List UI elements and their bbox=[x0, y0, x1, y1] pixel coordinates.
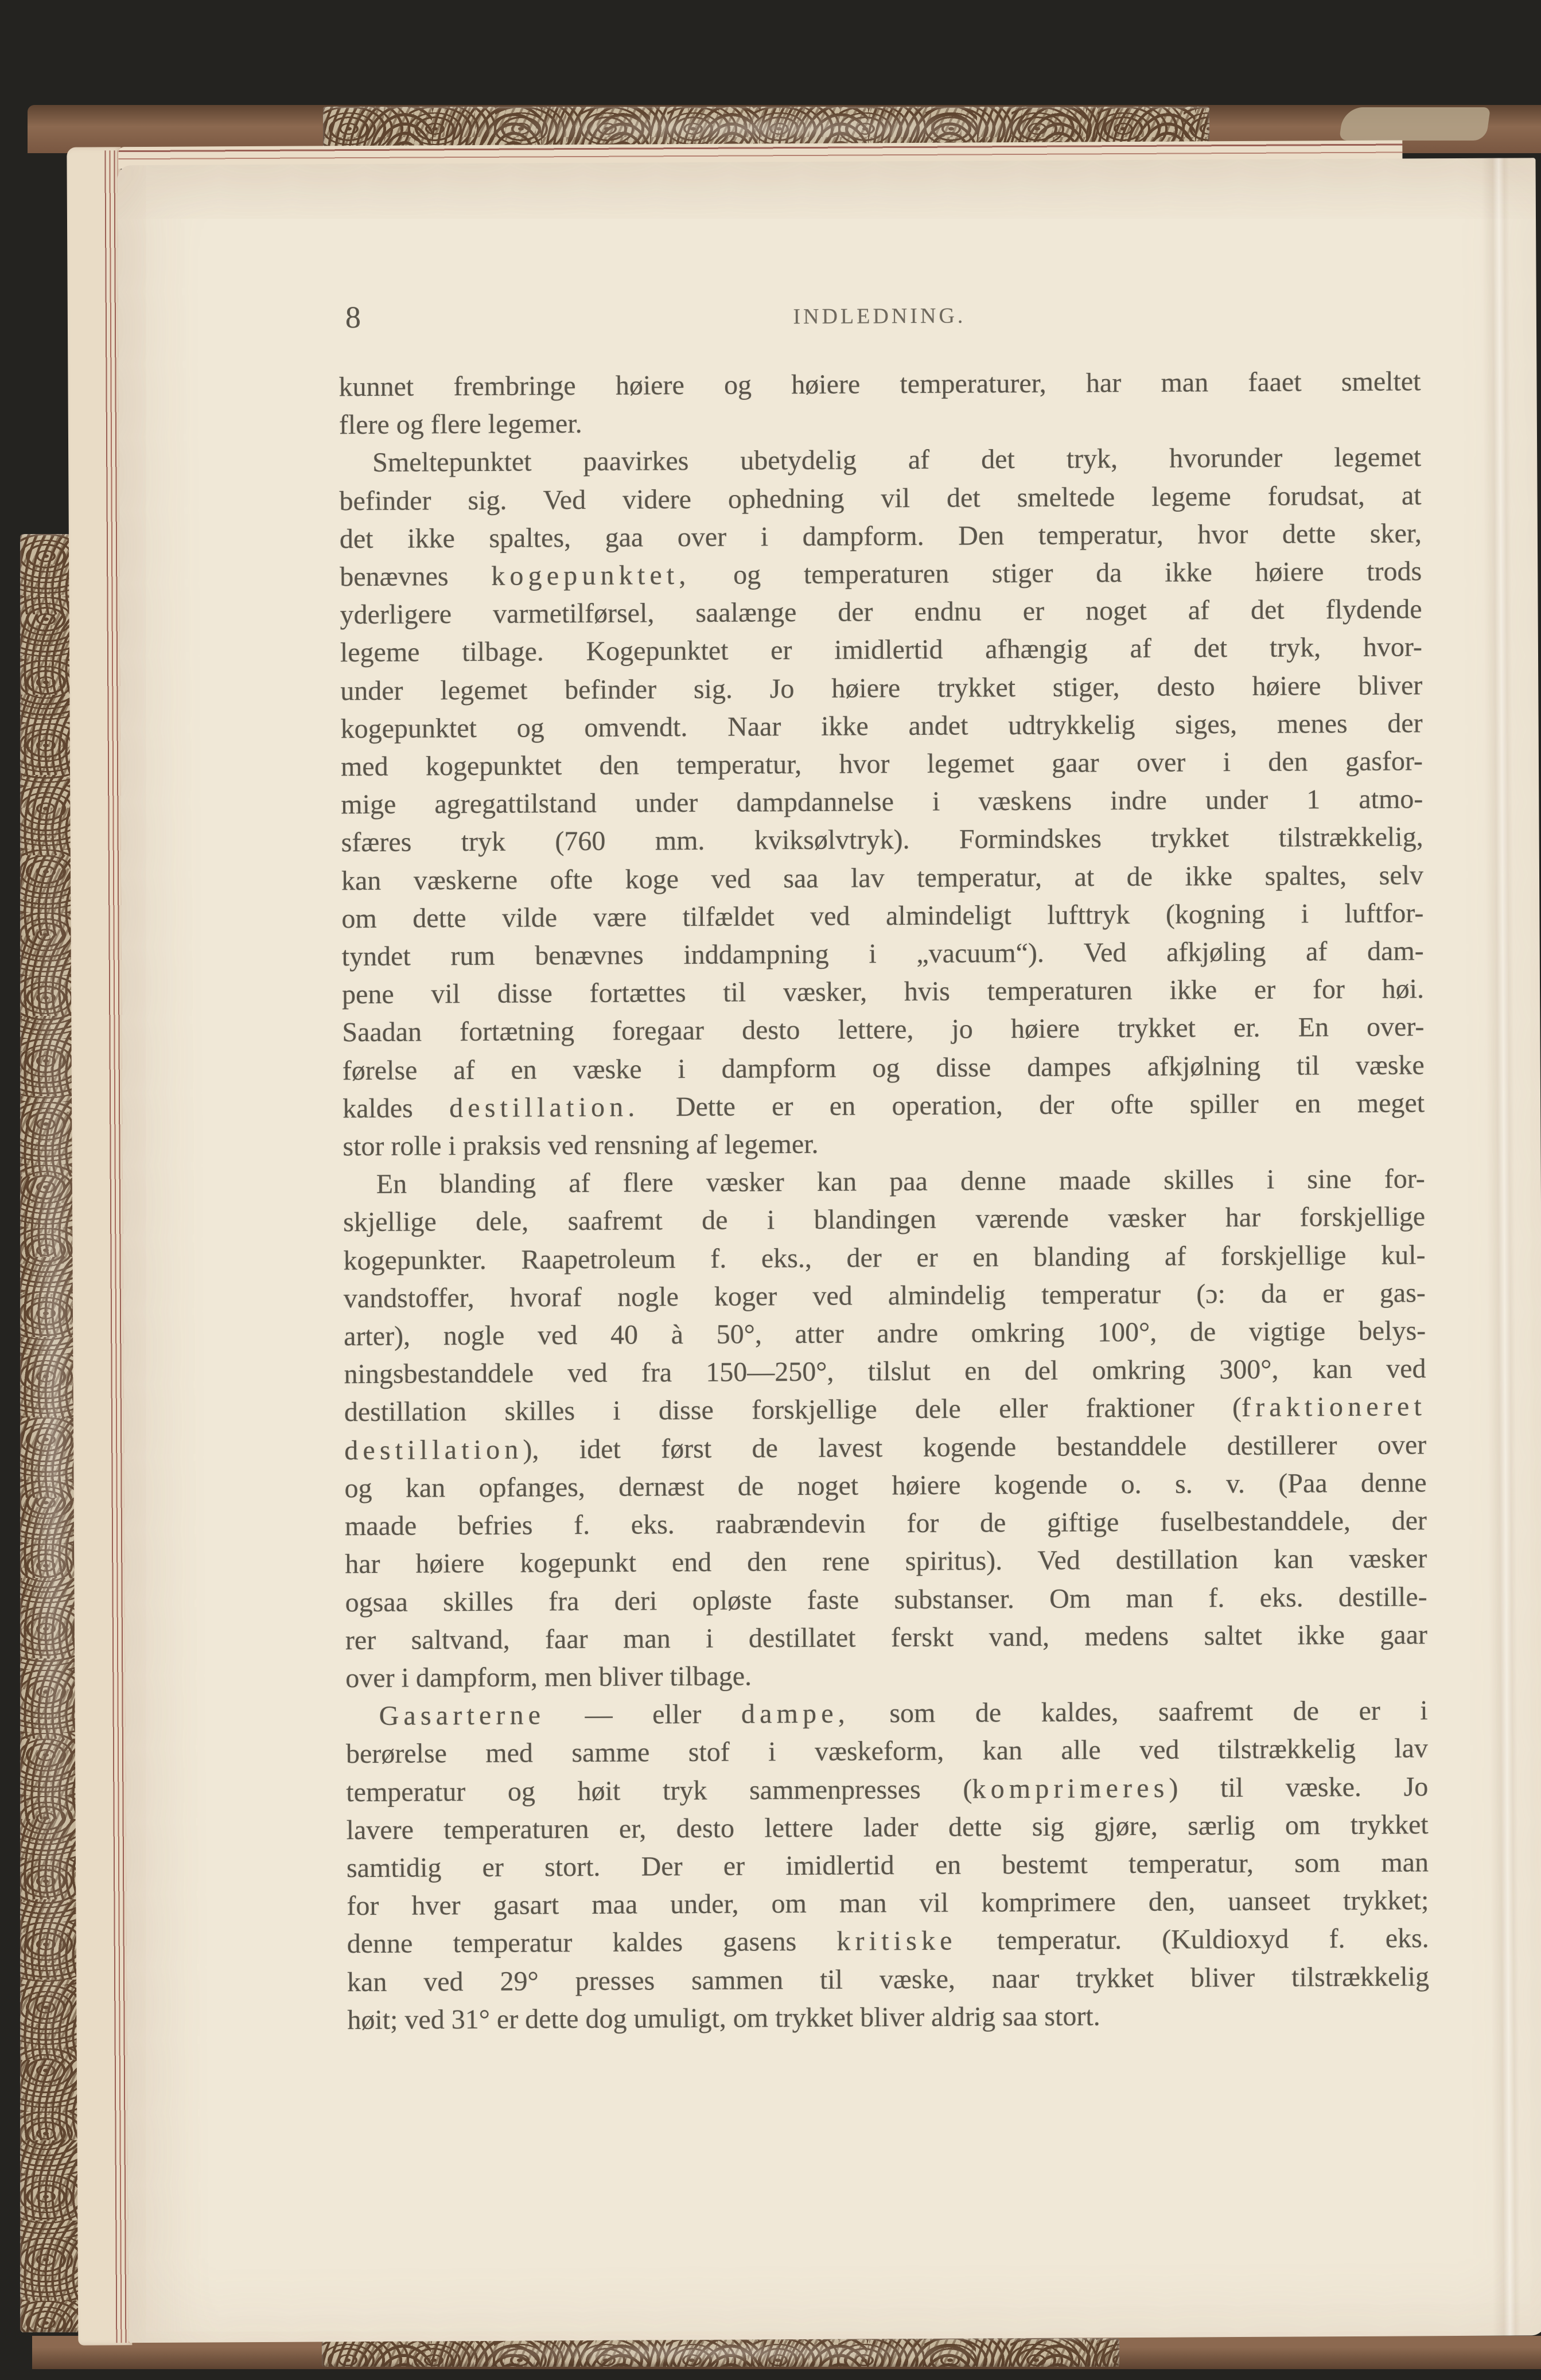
text-segment: under legemet befinder sig. Jo høiere trykket stiger, desto høiere bliver bbox=[340, 669, 1423, 706]
text-line bbox=[344, 1426, 1426, 1470]
text-segment: har høiere kogepunkt end den rene spiritus). Ved destillation kan væsker bbox=[345, 1543, 1427, 1580]
text-line bbox=[341, 819, 1423, 862]
text-segment: om dette vilde være tilfældet ved almindeligt lufttryk (kogning i luftfor- bbox=[341, 898, 1424, 934]
text-segment: benævnes bbox=[340, 560, 492, 593]
text-segment: kunnet frembringe høiere og høiere temperaturer, har man faaet smeltet bbox=[338, 366, 1421, 403]
text-line bbox=[340, 629, 1422, 672]
text-line bbox=[347, 1958, 1429, 2001]
text-segment: ) til væske. Jo bbox=[1169, 1771, 1429, 1803]
text-segment: En blanding af flere væsker kan paa denne maade skilles i sine for- bbox=[376, 1163, 1425, 1200]
text-segment: og temperaturen stiger da ikke høiere trods bbox=[690, 556, 1422, 591]
text-line bbox=[340, 667, 1422, 710]
text-segment: kogepunktet og omvendt. Naar ikke andet udtrykkelig siges, menes der bbox=[340, 708, 1423, 745]
letterspaced-term: destillation. bbox=[449, 1092, 640, 1124]
text-segment: Smeltepunktet paavirkes ubetydelig af det tryk, hvorunder legemet bbox=[372, 442, 1422, 478]
page-number: 8 bbox=[345, 300, 361, 335]
text-segment: Saadan fortætning foregaar desto lettere, jo høiere trykket er. En over- bbox=[342, 1011, 1425, 1048]
text-segment: lavere temperaturen er, desto lettere lader dette sig gjøre, særlig om trykket bbox=[346, 1809, 1429, 1845]
text-segment: maade befries f. eks. raabrændevin for de giftige fuselbestanddele, der bbox=[344, 1505, 1427, 1542]
running-header: INDLEDNING. bbox=[793, 303, 966, 329]
text-segment: stor rolle i praksis ved rensning af legemer. bbox=[343, 1128, 819, 1162]
text-line bbox=[345, 1616, 1427, 1660]
text-segment: og kan opfanges, dernæst de noget høiere kogende o. s. v. (Paa denne bbox=[344, 1467, 1427, 1504]
text-line bbox=[347, 1806, 1429, 1849]
letterspaced-term: Gasarterne bbox=[379, 1700, 546, 1731]
text-segment: berørelse med samme stof i væskeform, kan alle ved tilstrækkelig lav bbox=[345, 1733, 1429, 1770]
text-line bbox=[343, 1084, 1425, 1128]
letterspaced-term: komprimeres bbox=[972, 1773, 1169, 1804]
text-line bbox=[344, 1464, 1426, 1508]
text-line bbox=[346, 1730, 1428, 1774]
text-line bbox=[342, 932, 1424, 976]
letterspaced-term: kogepunktet, bbox=[491, 560, 691, 591]
text-line bbox=[341, 894, 1423, 938]
text-segment: skjellige dele, saafremt de i blandingen værende væsker har forskjellige bbox=[343, 1201, 1426, 1238]
text-segment: ogsaa skilles fra deri opløste faste substanser. Om man f. eks. destille- bbox=[345, 1581, 1427, 1618]
text-segment: sfæres tryk (760 mm. kviksølvtryk). Formindskes trykket tilstrækkelig, bbox=[341, 821, 1423, 858]
text-line bbox=[339, 401, 1421, 445]
text-line bbox=[340, 515, 1422, 558]
text-line bbox=[338, 363, 1421, 406]
text-segment: det ikke spaltes, gaa over i dampform. Den temperatur, hvor dette sker, bbox=[339, 518, 1422, 555]
text-segment: kaldes bbox=[342, 1093, 450, 1124]
text-segment: ), idet først de lavest kogende bestanddele destillerer over bbox=[523, 1429, 1427, 1465]
text-segment: arter), nogle ved 40 à 50°, atter andre omkring 100°, de vigtige belys- bbox=[344, 1315, 1426, 1352]
text-line bbox=[344, 1312, 1426, 1355]
text-line bbox=[339, 439, 1421, 482]
text-segment: destillation skilles i disse forskjellige dele eller fraktioner ( bbox=[344, 1392, 1242, 1428]
text-line bbox=[344, 1274, 1426, 1318]
text-segment: — eller bbox=[544, 1699, 742, 1731]
text-line bbox=[347, 1920, 1429, 1964]
text-area bbox=[337, 158, 1431, 2342]
text-segment: Dette er en operation, der ofte spiller en meget bbox=[639, 1088, 1425, 1123]
text-segment: vandstoffer, hvoraf nogle koger ved almindelig temperatur (ɔ: da er gas- bbox=[343, 1277, 1426, 1314]
text-line bbox=[341, 742, 1423, 786]
text-segment: pene vil disse fortættes til væsker, hvis temperaturen ikke er for høi. bbox=[341, 973, 1425, 1010]
text-line bbox=[345, 1540, 1427, 1584]
text-segment: kan ved 29° presses sammen til væske, naar trykket bliver tilstrækkelig bbox=[347, 1961, 1430, 1997]
text-segment: ningsbestanddele ved fra 150—250°, tilslut en del omkring 300°, kan ved bbox=[344, 1353, 1426, 1390]
letterspaced-term: fraktioneret bbox=[1241, 1391, 1426, 1423]
text-segment: legeme tilbage. Kogepunktet er imidlertid afhængig af det tryk, hvor- bbox=[340, 632, 1423, 668]
text-line bbox=[343, 1236, 1425, 1280]
text-segment: kan væskerne ofte koge ved saa lav temperatur, at de ikke spaltes, selv bbox=[341, 859, 1424, 896]
text-segment: høit; ved 31° er dette dog umuligt, om trykket bliver aldrig saa stort. bbox=[347, 2001, 1100, 2035]
text-line bbox=[346, 1768, 1428, 1812]
text-segment: befinder sig. Ved videre ophedning vil det smeltede legeme forudsat, at bbox=[339, 480, 1422, 516]
text-line bbox=[345, 1654, 1427, 1697]
text-segment: tyndet rum benævnes inddampning i „vacuum“). Ved afkjøling af dam- bbox=[341, 936, 1424, 972]
text-segment: for hver gasart maa under, om man vil komprimere den, uanseet trykket; bbox=[347, 1885, 1429, 1922]
text-line bbox=[347, 1996, 1429, 2039]
text-segment: som de kaldes, saafremt de er i bbox=[849, 1695, 1428, 1729]
text-line bbox=[345, 1692, 1427, 1735]
text-line bbox=[342, 971, 1424, 1014]
text-line bbox=[341, 781, 1423, 824]
text-line bbox=[345, 1578, 1427, 1622]
text-line bbox=[345, 1502, 1427, 1545]
text-line bbox=[341, 856, 1423, 900]
text-segment: med kogepunktet den temperatur, hvor legemet gaar over i den gasfor- bbox=[340, 746, 1423, 782]
body-text bbox=[338, 363, 1429, 2039]
text-segment: temperatur og høit tryk sammenpresses ( bbox=[346, 1773, 972, 1808]
text-line bbox=[343, 1198, 1425, 1242]
text-line bbox=[347, 1882, 1429, 1925]
letterspaced-term: dampe, bbox=[741, 1698, 850, 1730]
page-crease bbox=[1481, 158, 1520, 2336]
letterspaced-term: kritiske bbox=[836, 1925, 957, 1957]
text-line bbox=[344, 1388, 1426, 1432]
book-page bbox=[117, 158, 1541, 2343]
text-segment: flere og flere legemer. bbox=[338, 408, 582, 441]
text-segment: yderligere varmetilførsel, saalænge der endnu er noget af det flydende bbox=[340, 594, 1422, 630]
text-segment: mige agregattilstand under dampdannelse i væskens indre under 1 atmo- bbox=[341, 784, 1423, 820]
text-segment: over i dampform, men bliver tilbage. bbox=[345, 1661, 752, 1694]
text-line bbox=[340, 552, 1422, 596]
text-line bbox=[343, 1160, 1425, 1204]
text-line bbox=[343, 1122, 1425, 1166]
text-line bbox=[343, 1046, 1425, 1090]
text-segment: denne temperatur kaldes gasens bbox=[347, 1926, 837, 1960]
text-line bbox=[340, 591, 1422, 634]
text-line bbox=[344, 1350, 1426, 1394]
text-segment: rer saltvand, faar man i destillatet ferskt vand, medens saltet ikke gaar bbox=[345, 1619, 1428, 1656]
text-line bbox=[340, 704, 1422, 748]
text-segment: kogepunkter. Raapetroleum f. eks., der er en blanding af forskjellige kul- bbox=[343, 1239, 1426, 1276]
text-line bbox=[342, 1008, 1424, 1052]
text-segment: temperatur. (Kuldioxyd f. eks. bbox=[956, 1923, 1429, 1956]
text-line bbox=[347, 1844, 1429, 1887]
text-segment: samtidig er stort. Der er imidlertid en bestemt temperatur, som man bbox=[346, 1847, 1429, 1884]
text-line bbox=[339, 477, 1421, 520]
text-segment: førelse af en væske i dampform og disse dampes afkjølning til væske bbox=[342, 1049, 1425, 1086]
letterspaced-term: destillation bbox=[344, 1434, 523, 1466]
